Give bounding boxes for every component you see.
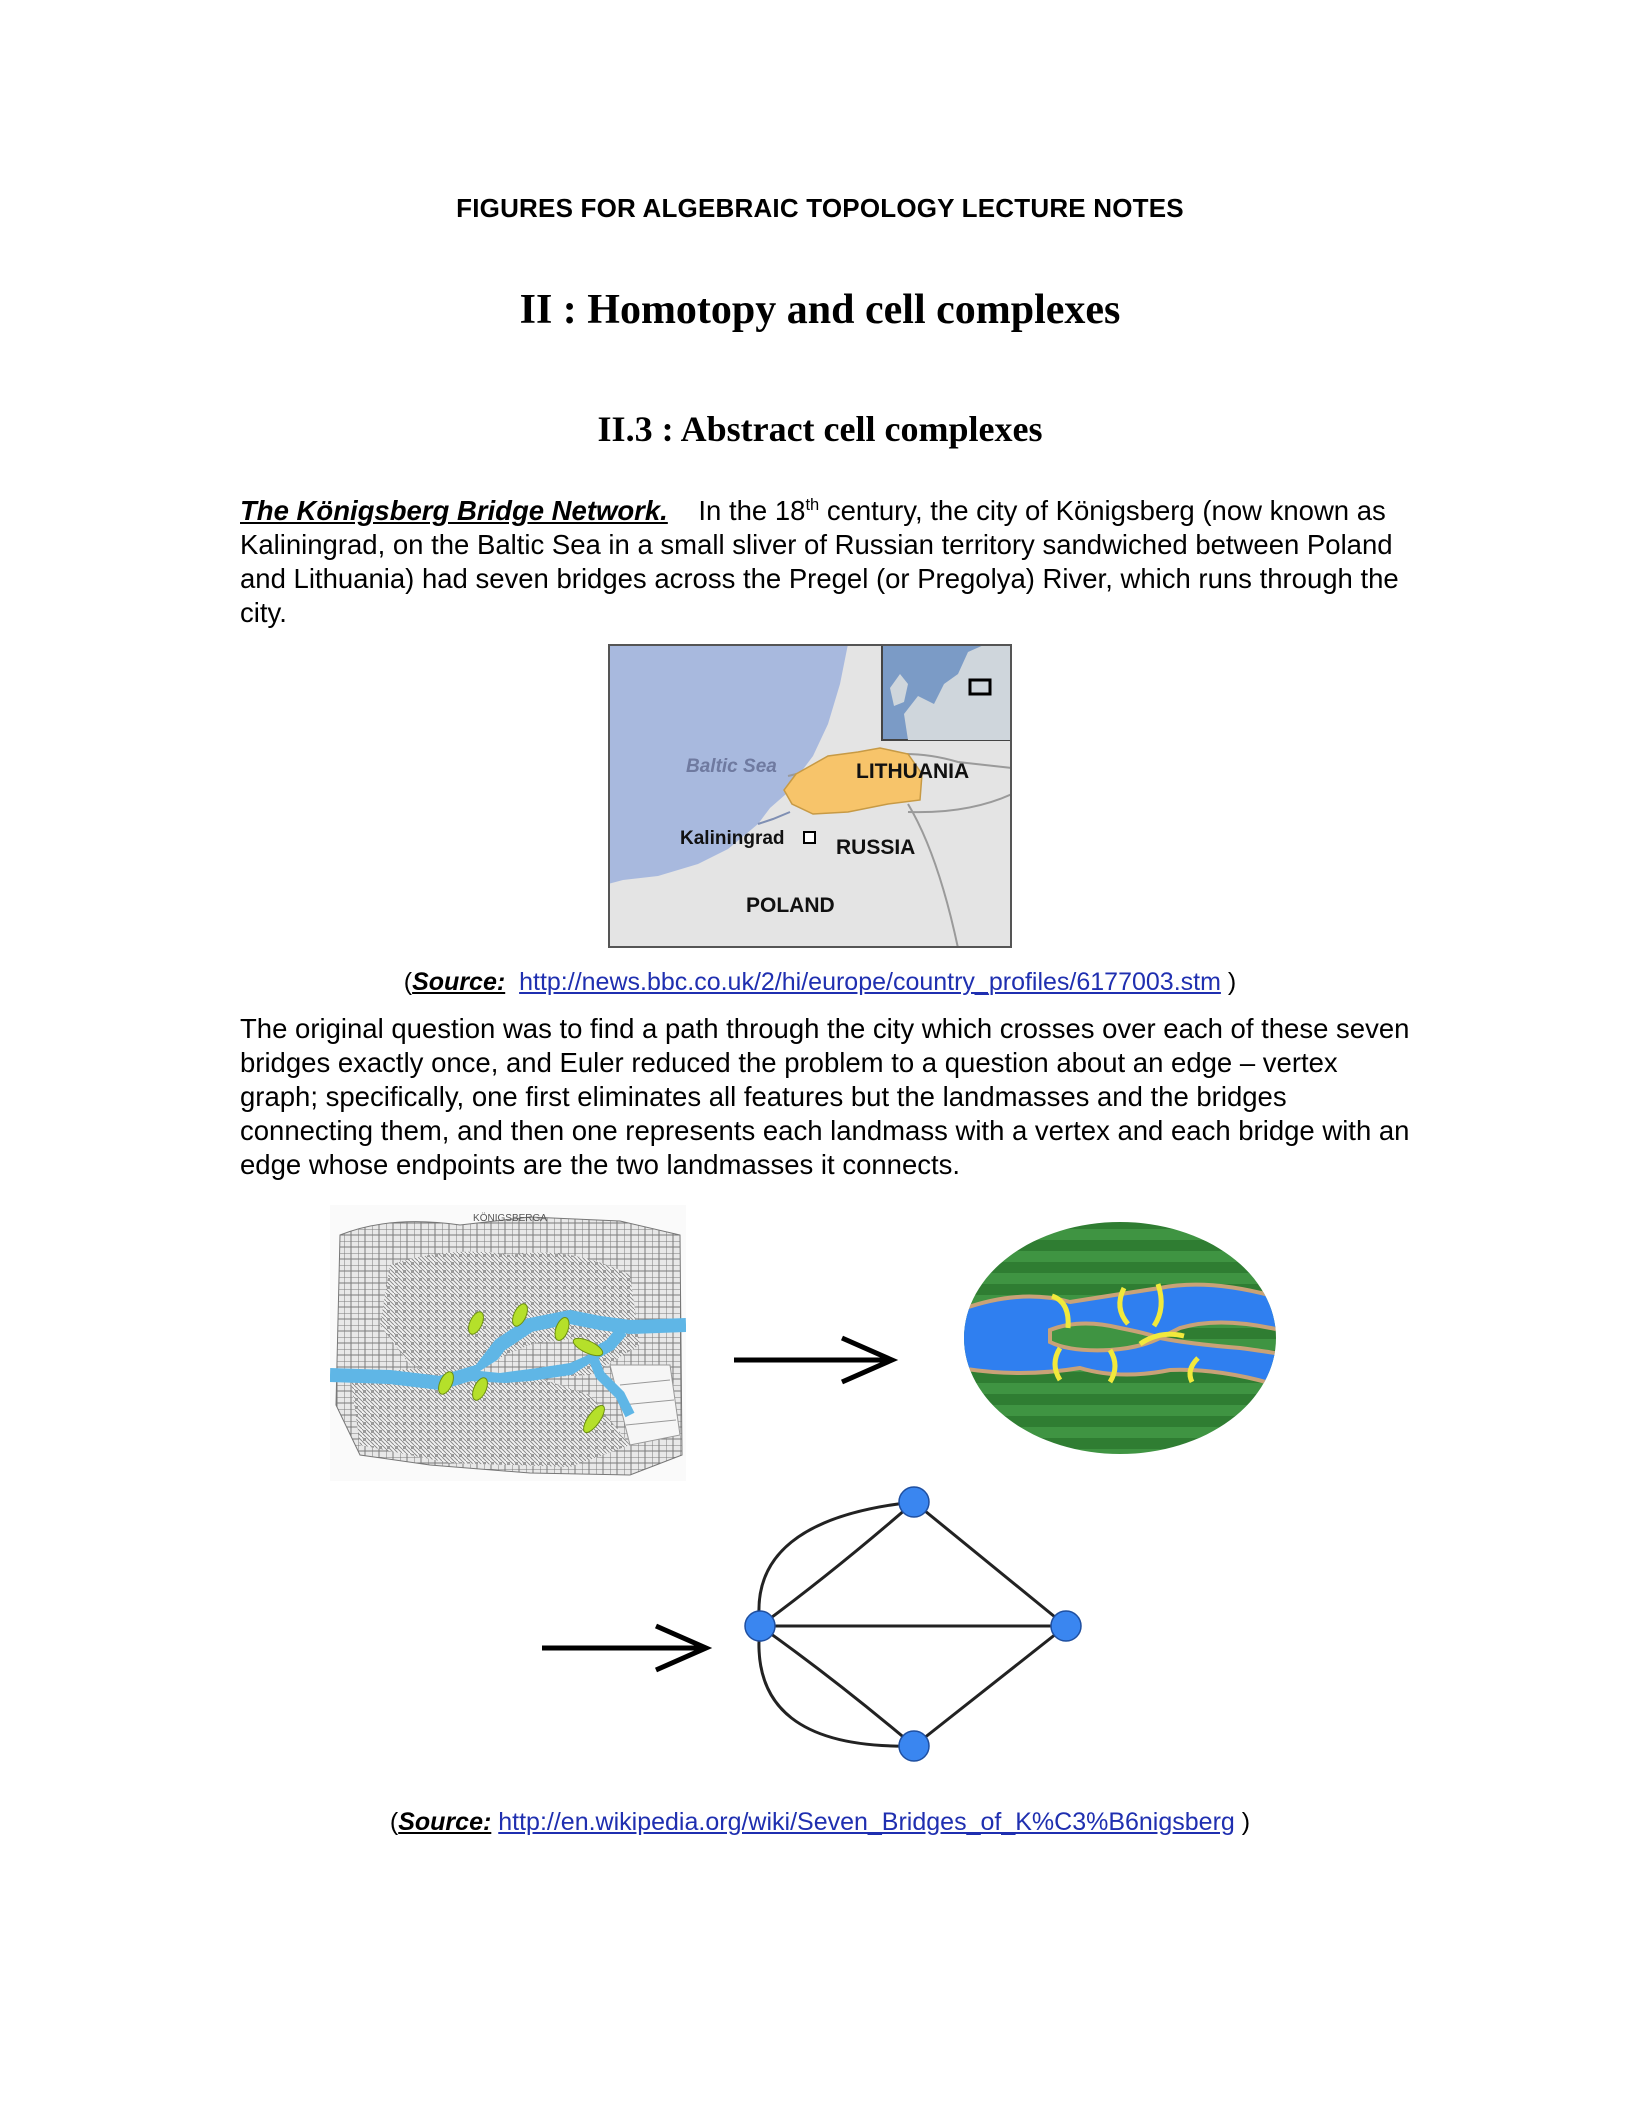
graph-edge [914, 1502, 1066, 1626]
arrow-right-icon [538, 1618, 714, 1678]
kaliningrad-map [608, 644, 1012, 948]
graph-vertex [899, 1731, 929, 1761]
map-label-lithuania: LITHUANIA [856, 760, 970, 783]
graph-vertex [1051, 1611, 1081, 1641]
source-label: Source: [398, 1808, 492, 1836]
konigsberg-engraving [330, 1205, 686, 1481]
bridge-graph [736, 1480, 1096, 1780]
source-link-bbc[interactable]: http://news.bbc.co.uk/2/hi/europe/country_profiles/6177003.stm [519, 968, 1221, 996]
source-label: Source: [412, 968, 506, 996]
document-header: FIGURES FOR ALGEBRAIC TOPOLOGY LECTURE NOTES [456, 193, 1184, 223]
map-label-russia: RUSSIA [836, 836, 916, 859]
source-link-wikipedia[interactable]: http://en.wikipedia.org/wiki/Seven_Bridges_of_K%C3%B6nigsberg [498, 1808, 1235, 1836]
engraving-title: KÖNIGSBERGA [473, 1213, 547, 1224]
section-title: II.3 : Abstract cell complexes [597, 409, 1043, 449]
intro-paragraph [240, 494, 1410, 630]
intro-sup: th [805, 495, 820, 514]
bridges-schematic [960, 1218, 1280, 1458]
intro-text-1: In the 18 [698, 495, 806, 526]
graph-edge [914, 1626, 1066, 1746]
graph-vertex [745, 1611, 775, 1641]
intro-text-2: century, the city of Königsberg (now known as Kaliningrad, on the Baltic Sea in a small sliver of Russian territory sandwiched between Poland and Lithuania) had seven bridges across the Pregel (or Pregolya) River, which runs through the city. [240, 495, 1399, 628]
map-label-poland: POLAND [746, 894, 835, 917]
chapter-title: II : Homotopy and cell complexes [519, 287, 1121, 333]
graph-edge [760, 1626, 914, 1746]
map-caption: (Source: http://news.bbc.co.uk/2/hi/europe/country_profiles/6177003.stm ) [403, 968, 1237, 996]
graph-edge [760, 1502, 914, 1626]
graph-caption: (Source: http://en.wikipedia.org/wiki/Seven_Bridges_of_K%C3%B6nigsberg ) [389, 1808, 1251, 1836]
intro-lead: The Königsberg Bridge Network. [240, 495, 668, 526]
map-label-sea: Baltic Sea [686, 756, 777, 777]
map-label-kaliningrad: Kaliningrad [680, 828, 785, 849]
arrow-right-icon [730, 1330, 900, 1390]
graph-vertex [899, 1487, 929, 1517]
map-kaliningrad-marker [804, 832, 815, 843]
body-paragraph: The original question was to find a path through the city which crosses over each of these seven bridges exactly once, and Euler reduced the problem to a question about an edge – vertex graph; specifically, one first eliminates all features but the landmasses and the bridges connecting them, and then one represents each landmass with a vertex and each bridge with an edge whose endpoints are the two landmasses it connects. [240, 1013, 1410, 1180]
